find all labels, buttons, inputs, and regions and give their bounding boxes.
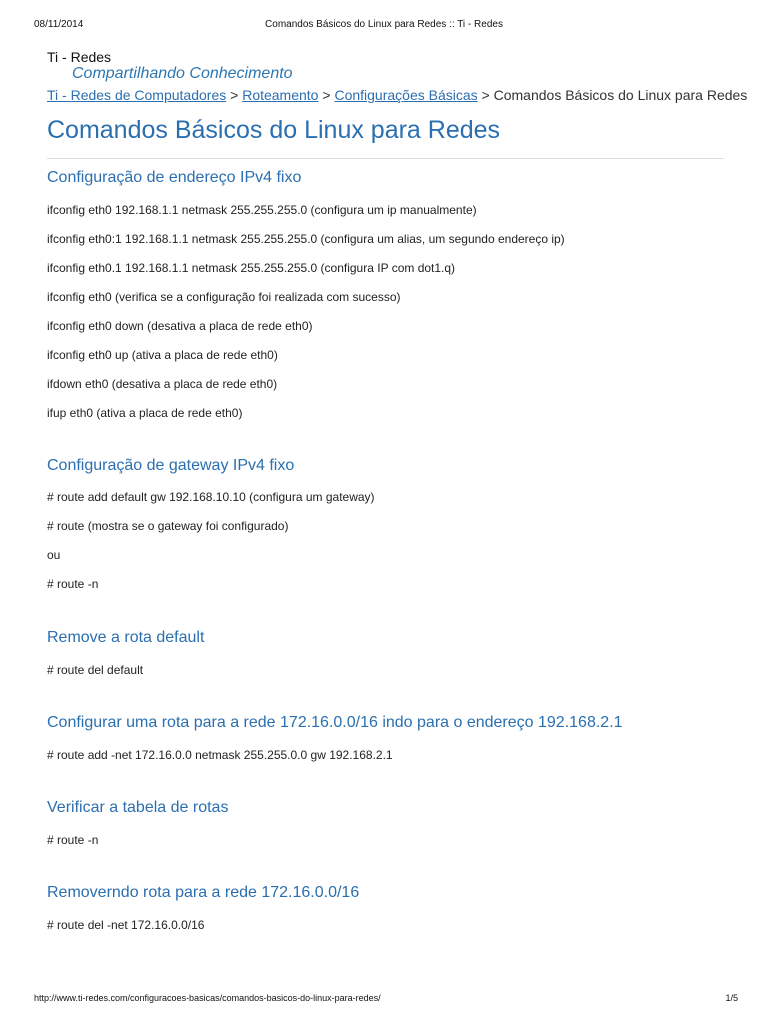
breadcrumb-separator: >	[230, 87, 239, 103]
command-line: ifconfig eth0:1 192.168.1.1 netmask 255.255.255.0 (configura um alias, um segundo endereço ip)	[47, 232, 565, 246]
section-heading-delete-route: Removerndo rota para a rede 172.16.0.0/16	[47, 884, 360, 901]
print-url: http://www.ti-redes.com/configuracoes-basicas/comandos-basicos-do-linux-para-redes/	[34, 993, 381, 1003]
breadcrumb-link-roteamento[interactable]: Roteamento	[242, 87, 319, 103]
page-title: Comandos Básicos do Linux para Redes	[47, 116, 501, 144]
breadcrumb-current: Comandos Básicos do Linux para Redes	[493, 87, 748, 103]
print-header	[0, 19, 768, 33]
title-divider	[47, 158, 724, 159]
print-date: 08/11/2014	[34, 19, 84, 30]
section-heading-remove-default: Remove a rota default	[47, 629, 205, 646]
site-tagline: Compartilhando Conhecimento	[72, 65, 293, 82]
command-line: ifconfig eth0.1 192.168.1.1 netmask 255.255.255.0 (configura IP com dot1.q)	[47, 261, 456, 275]
breadcrumb-link-configuracoes[interactable]: Configurações Básicas	[334, 87, 478, 103]
command-line: ifconfig eth0 up (ativa a placa de rede eth0)	[47, 348, 278, 362]
section-heading-ipv4: Configuração de endereço IPv4 fixo	[47, 169, 302, 186]
command-line: # route del -net 172.16.0.0/16	[47, 918, 205, 932]
command-line: # route del default	[47, 663, 144, 677]
command-line: ifdown eth0 (desativa a placa de rede eth0)	[47, 377, 278, 391]
breadcrumb	[47, 87, 747, 103]
command-line: # route -n	[47, 577, 99, 591]
command-line: # route add -net 172.16.0.0 netmask 255.255.0.0 gw 192.168.2.1	[47, 748, 393, 762]
command-line: ifconfig eth0 192.168.1.1 netmask 255.255.255.0 (configura um ip manualmente)	[47, 203, 477, 217]
breadcrumb-link-home[interactable]: Ti - Redes de Computadores	[47, 87, 227, 103]
command-line: ou	[47, 548, 61, 562]
print-page-title: Comandos Básicos do Linux para Redes :: Ti - Redes	[265, 19, 503, 30]
command-line: # route (mostra se o gateway foi configurado)	[47, 519, 289, 533]
command-line: ifup eth0 (ativa a placa de rede eth0)	[47, 406, 243, 420]
command-line: ifconfig eth0 (verifica se a configuração foi realizada com sucesso)	[47, 290, 401, 304]
command-line: # route -n	[47, 833, 99, 847]
section-heading-gateway: Configuração de gateway IPv4 fixo	[47, 457, 295, 474]
breadcrumb-separator: >	[481, 87, 490, 103]
command-line: ifconfig eth0 down (desativa a placa de rede eth0)	[47, 319, 313, 333]
command-line: # route add default gw 192.168.10.10 (configura um gateway)	[47, 490, 375, 504]
breadcrumb-separator: >	[322, 87, 331, 103]
page-number: 1/5	[725, 993, 738, 1003]
site-title: Ti - Redes	[47, 49, 112, 65]
section-heading-add-route: Configurar uma rota para a rede 172.16.0.0/16 indo para o endereço 192.168.2.1	[47, 714, 623, 731]
section-heading-route-table: Verificar a tabela de rotas	[47, 799, 229, 816]
